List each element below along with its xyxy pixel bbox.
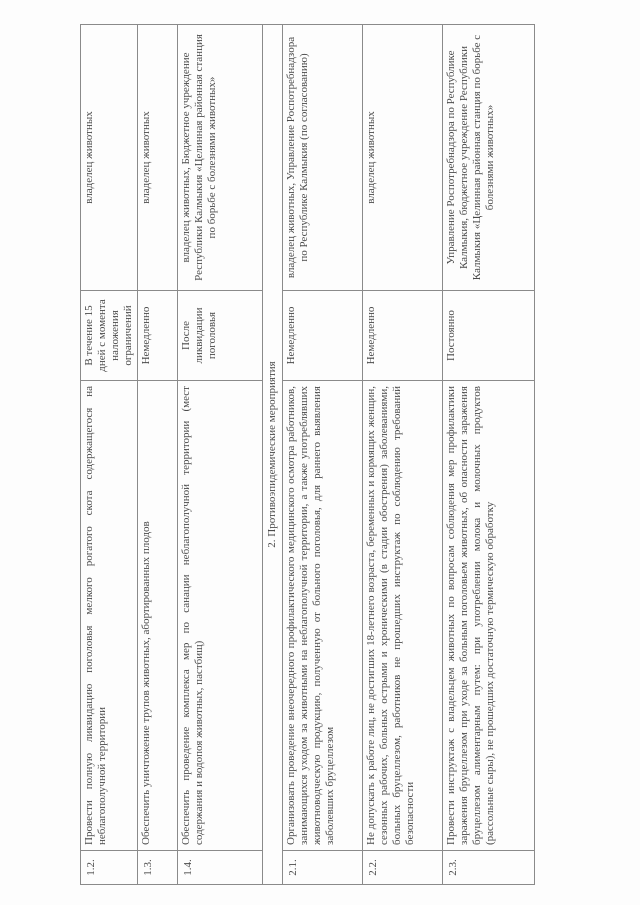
section-header-row	[263, 25, 283, 885]
row-number: 2.3.	[443, 851, 535, 885]
row-responsible: Управление Роспотребнадзора по Республике Калмыкия, бюджетное учреждение Республики Калмыкия «Целинная районная станция по борьбе с болезнями животных»	[443, 25, 535, 291]
row-responsible: владелец животных, Бюджетное учреждение Республики Калмыкия «Целинная районная станция по борьбе с болезнями животных»	[178, 25, 263, 291]
table-row	[283, 25, 363, 885]
table-row	[363, 25, 443, 885]
row-term: Немедленно	[363, 291, 443, 381]
row-responsible: владелец животных	[363, 25, 443, 291]
row-number: 1.4.	[178, 851, 263, 885]
row-term: После ликвидации поголовья	[178, 291, 263, 381]
table-row	[178, 25, 263, 885]
section-title: 2. Противоэпидемические мероприятия	[263, 25, 283, 885]
row-action: Обеспечить проведение комплекса мер по санации неблагополучной территории (мест содержания и водопоя животных, пастбищ)	[178, 381, 263, 851]
row-term: Постоянно	[443, 291, 535, 381]
row-action: Не допускать к работе лиц, не достигших 18-летнего возраста, беременных и кормящих женщин, сезонных рабочих, больных острыми и хроническими (в стадии обострения) заболеваниями, больных бруцеллезом, работников не прошедших инструктаж по соблюдению требований безопасности	[363, 381, 443, 851]
row-action: Обеспечить уничтожение трупов животных, абортированных плодов	[138, 381, 178, 851]
row-number: 1.3.	[138, 851, 178, 885]
row-term: Немедленно	[283, 291, 363, 381]
measures-table	[80, 24, 535, 885]
row-responsible: владелец животных	[138, 25, 178, 291]
row-responsible: владелец животных	[81, 25, 138, 291]
table-row	[443, 25, 535, 885]
row-number: 1.2.	[81, 851, 138, 885]
row-term: Немедленно	[138, 291, 178, 381]
row-action: Провести полную ликвидацию поголовья мелкого рогатого скота содержащегося на неблагополучной территории	[81, 381, 138, 851]
row-term: В течение 15 дней с момента наложения ограничений	[81, 291, 138, 381]
rotated-table-wrapper	[80, 25, 532, 885]
table-row	[81, 25, 138, 885]
row-action: Организовать проведение внеочередного профилактического медицинского осмотра работников, занимающихся уходом за животными на неблагополучной территории, а также употреблявших животноводческую продукцию, полученную от больного поголовья, для раннего выявления заболевших бруцеллезом	[283, 381, 363, 851]
row-number: 2.1.	[283, 851, 363, 885]
table-row	[138, 25, 178, 885]
row-number: 2.2.	[363, 851, 443, 885]
row-responsible: владелец животных, Управление Роспотребнадзора по Республике Калмыкия (по согласованию)	[283, 25, 363, 291]
row-action: Провести инструктаж с владельцем животных по вопросам соблюдения мер профилактики заражения бруцеллезом при уходе за больным поголовьем животных, об опасности заражения бруцеллезом алиментарным путем: при употреблении молока и молочных продуктов (рассольные сыры), не прошедших достаточную термическую обработку	[443, 381, 535, 851]
